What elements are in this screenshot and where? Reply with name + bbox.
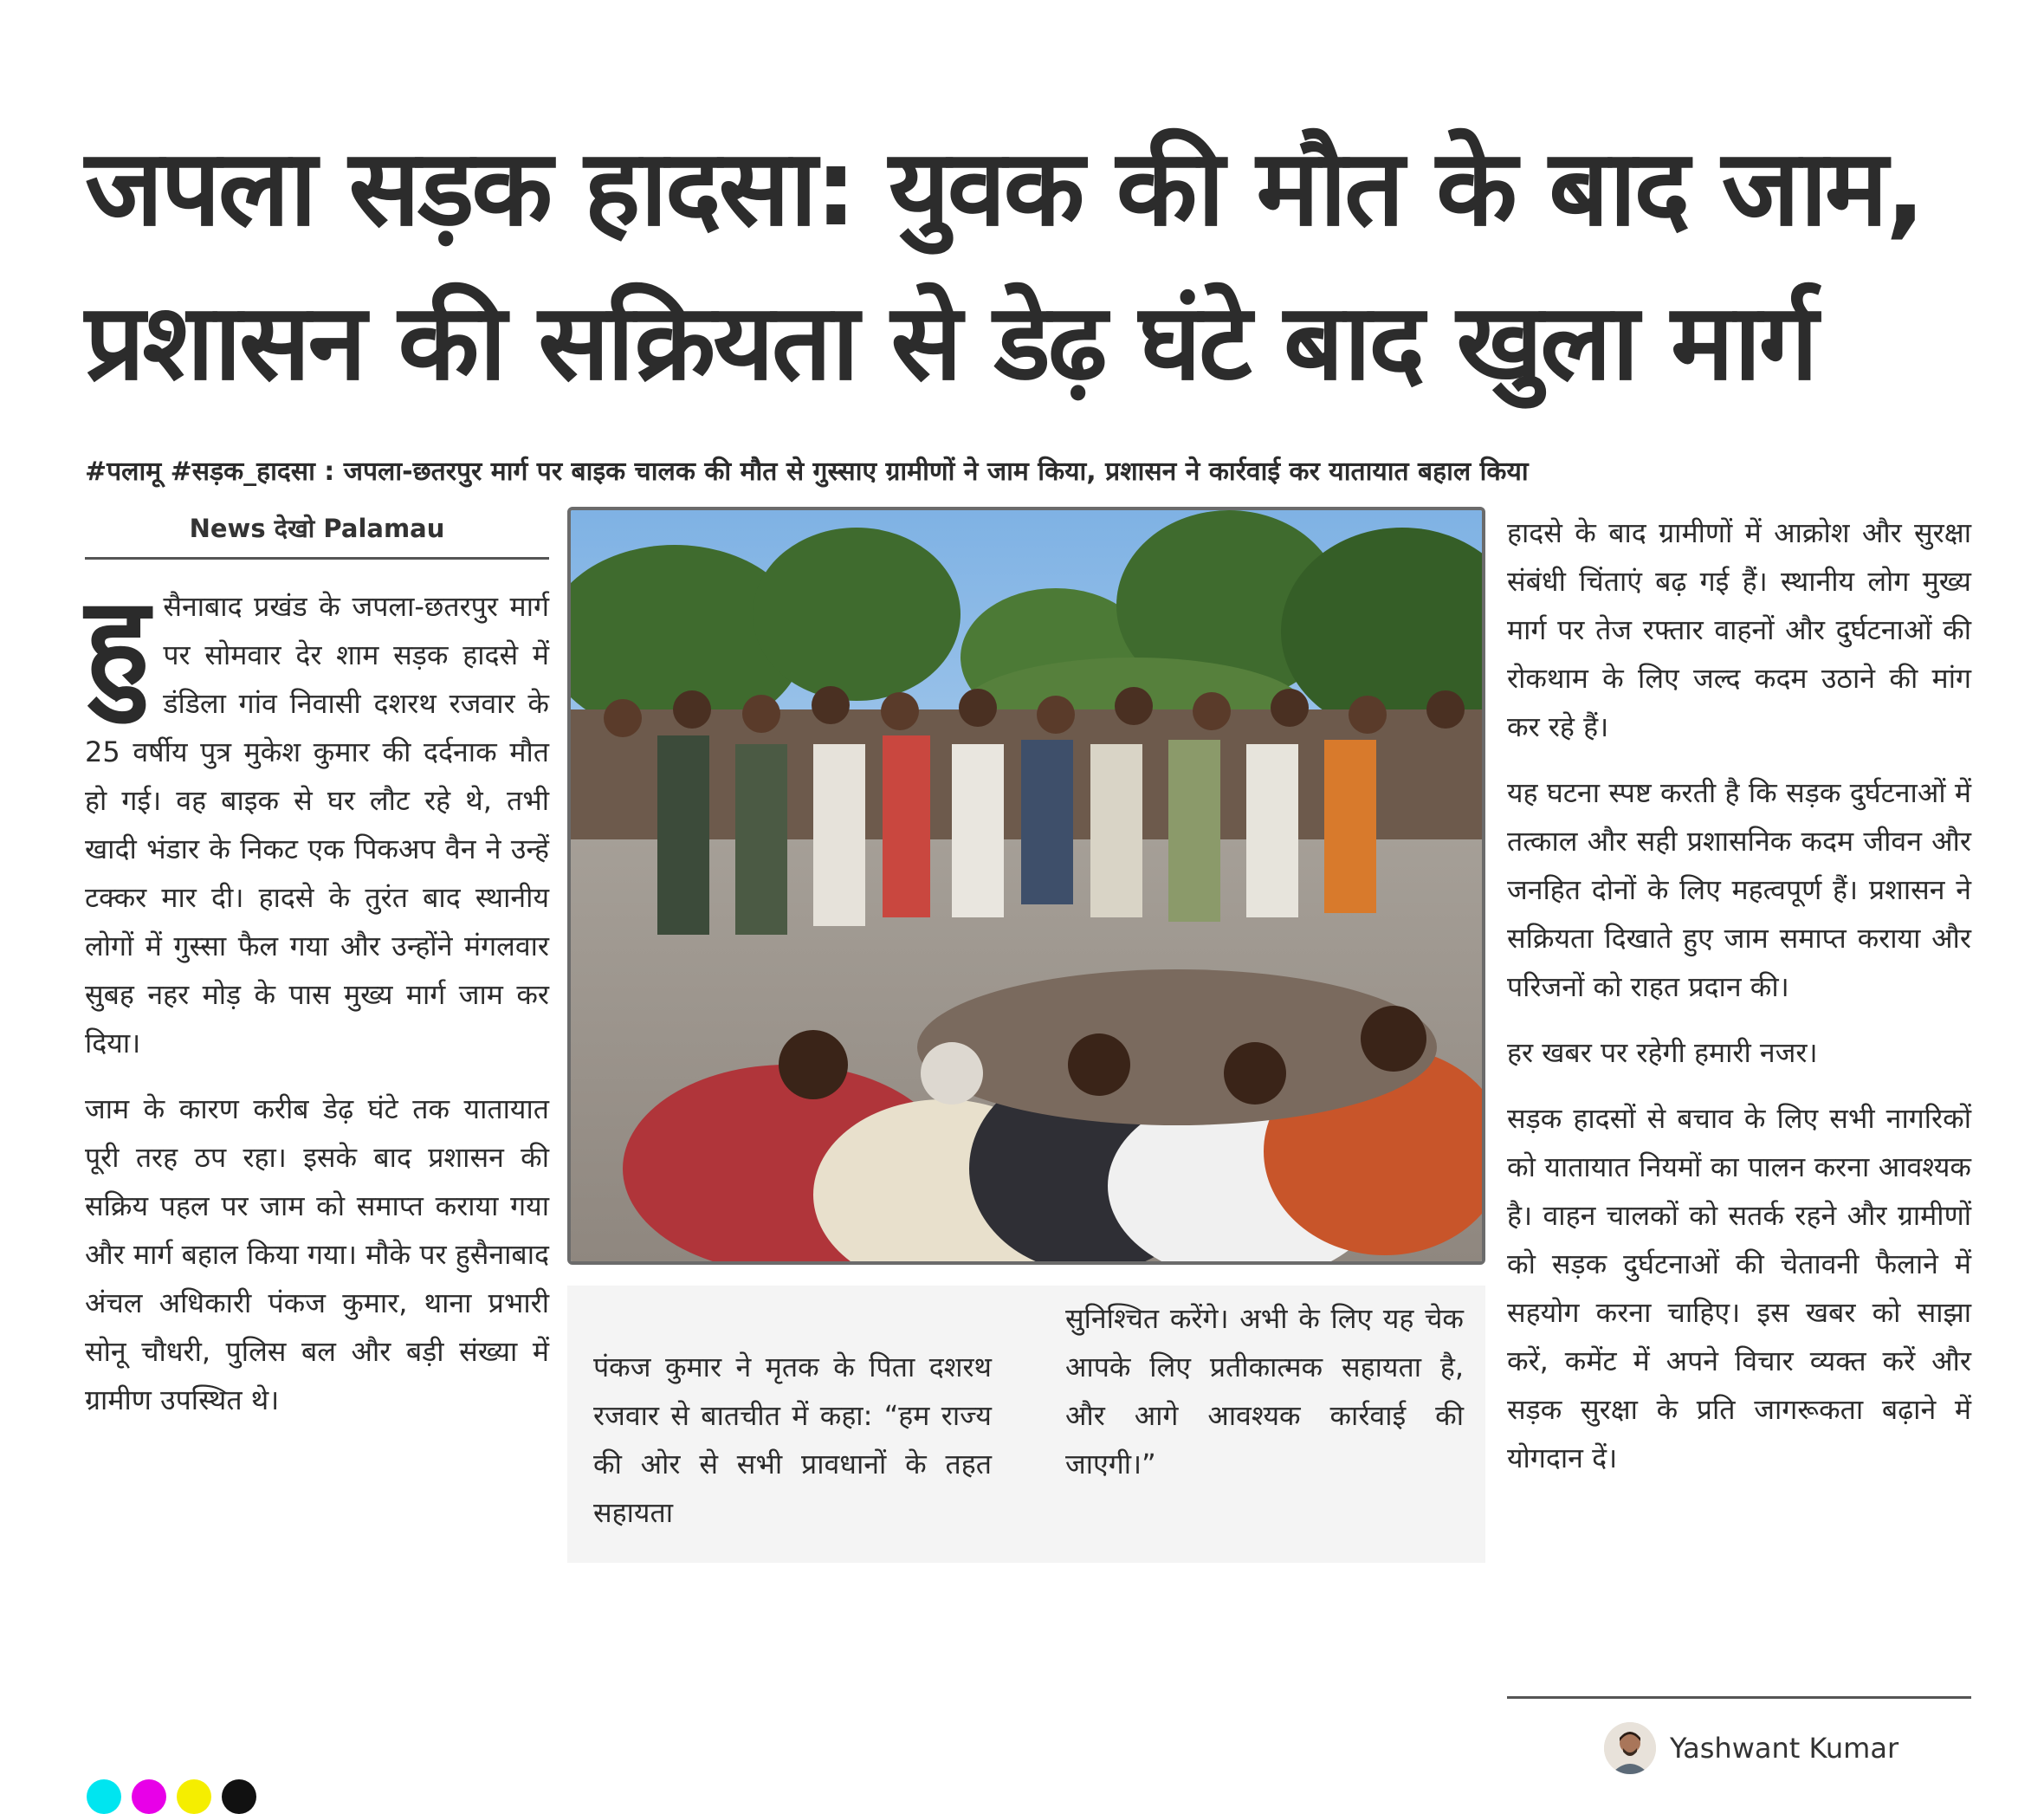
left-paragraph-1-text: सैनाबाद प्रखंड के जपला-छतरपुर मार्ग पर सोमवार देर शाम सड़क हादसे में डंडिला गांव निवासी दशरथ रजवार के 25 वर्षीय पुत्र मुकेश कुमार की दर्दनाक मौत हो गई। वह बाइक से घर लौट रहे थे, तभी खादी भंडार के निकट एक पिकअप वैन ने उन्हें टक्कर मार दी। हादसे के तुरंत बाद स्थानीय लोगों में गुस्सा फैल गया और उन्होंने मंगलवार सुबह नहर मोड़ के पास मुख्य मार्ग जाम कर दिया। [85, 590, 549, 1059]
right-paragraph-4: सड़क हादसों से बचाव के लिए सभी नागरिकों को यातायात नियमों का पालन करना आवश्यक है। वाहन चालकों को सतर्क रहने और ग्रामीणों को सड़क दुर्घटनाओं की चेतावनी फैलाने में सहयोग करना चाहिए। इस खबर को साझा करें, कमेंट में अपने विचार व्यक्त करें और सड़क सुरक्षा के प्रति जागरूकता बढ़ाने में योगदान दें। [1507, 1102, 1971, 1474]
dropcap: हु [85, 572, 150, 713]
author-divider [1507, 1696, 1971, 1699]
person-icon [1604, 1722, 1656, 1774]
author-name: Yashwant Kumar [1670, 1732, 1899, 1765]
right-paragraph-2: यह घटना स्पष्ट करती है कि सड़क दुर्घटनाओं में तत्काल और सही प्रशासनिक कदम जीवन और जनहित दोनों के लिए महत्वपूर्ण हैं। प्रशासन ने सक्रियता दिखाते हुए जाम समाप्त कराया और परिजनों को राहत प्रदान की। [1507, 776, 1971, 1003]
quote-part-2: सुनिश्चित करेंगे। अभी के लिए यह चेक आपके लिए प्रतीकात्मक सहायता है, और आगे आवश्यक कार्रवाई की जाएगी।” [1065, 1302, 1464, 1480]
cmyk-registration-marks [87, 1779, 256, 1814]
standing-crowd [571, 686, 1482, 935]
magenta-dot [132, 1779, 166, 1814]
quote-box [567, 1286, 1485, 1563]
cyan-dot [87, 1779, 121, 1814]
right-column [1507, 509, 1971, 1500]
left-paragraph-2: जाम के कारण करीब डेढ़ घंटे तक यातायात पूरी तरह ठप रहा। इसके बाद प्रशासन की सक्रिय पहल पर जाम को समाप्त कराया गया और मार्ग बहाल किया गया। मौके पर हुसैनाबाद अंचल अधिकारी पंकज कुमार, थाना प्रभारी सोनू चौधरी, पुलिस बल और बड़ी संख्या में ग्रामीण उपस्थित थे। [85, 1092, 549, 1416]
left-column [85, 572, 549, 1441]
right-paragraph-1: हादसे के बाद ग्रामीणों में आक्रोश और सुरक्षा संबंधी चिंताएं बढ़ गई हैं। स्थानीय लोग मुख्य मार्ग पर तेज रफ्तार वाहनों और दुर्घटनाओं की रोकथाम के लिए जल्द कदम उठाने की मांग कर रहे हैं। [1507, 516, 1971, 743]
crowd-photo-illustration [571, 510, 1482, 1261]
subheadline: #पलामू #सड़क_हादसा : जपला-छतरपुर मार्ग पर बाइक चालक की मौत से गुस्साए ग्रामीणों ने जाम किया, प्रशासन ने कार्रवाई कर यातायात बहाल किया [85, 457, 1529, 487]
author-credit [1604, 1720, 1898, 1776]
black-dot [222, 1779, 256, 1814]
byline: News देखो Palamau [85, 511, 549, 560]
headline [85, 111, 1973, 419]
yellow-dot [177, 1779, 211, 1814]
quote-part-1: पंकज कुमार ने मृतक के पिता दशरथ रजवार से बातचीत में कहा: “हम राज्य की ओर से सभी प्रावधानों के तहत सहायता [593, 1351, 992, 1529]
right-paragraph-3: हर खबर पर रहेगी हमारी नजर। [1507, 1036, 1818, 1069]
left-paragraph-1 [85, 572, 549, 1067]
news-photo [567, 507, 1485, 1265]
avatar [1604, 1722, 1656, 1774]
headline-line-1: जपला सड़क हादसा: युवक की मौत के बाद जाम, [85, 126, 1924, 249]
headline-line-2: प्रशासन की सक्रियता से डेढ़ घंटे बाद खुला मार्ग [85, 281, 1816, 404]
